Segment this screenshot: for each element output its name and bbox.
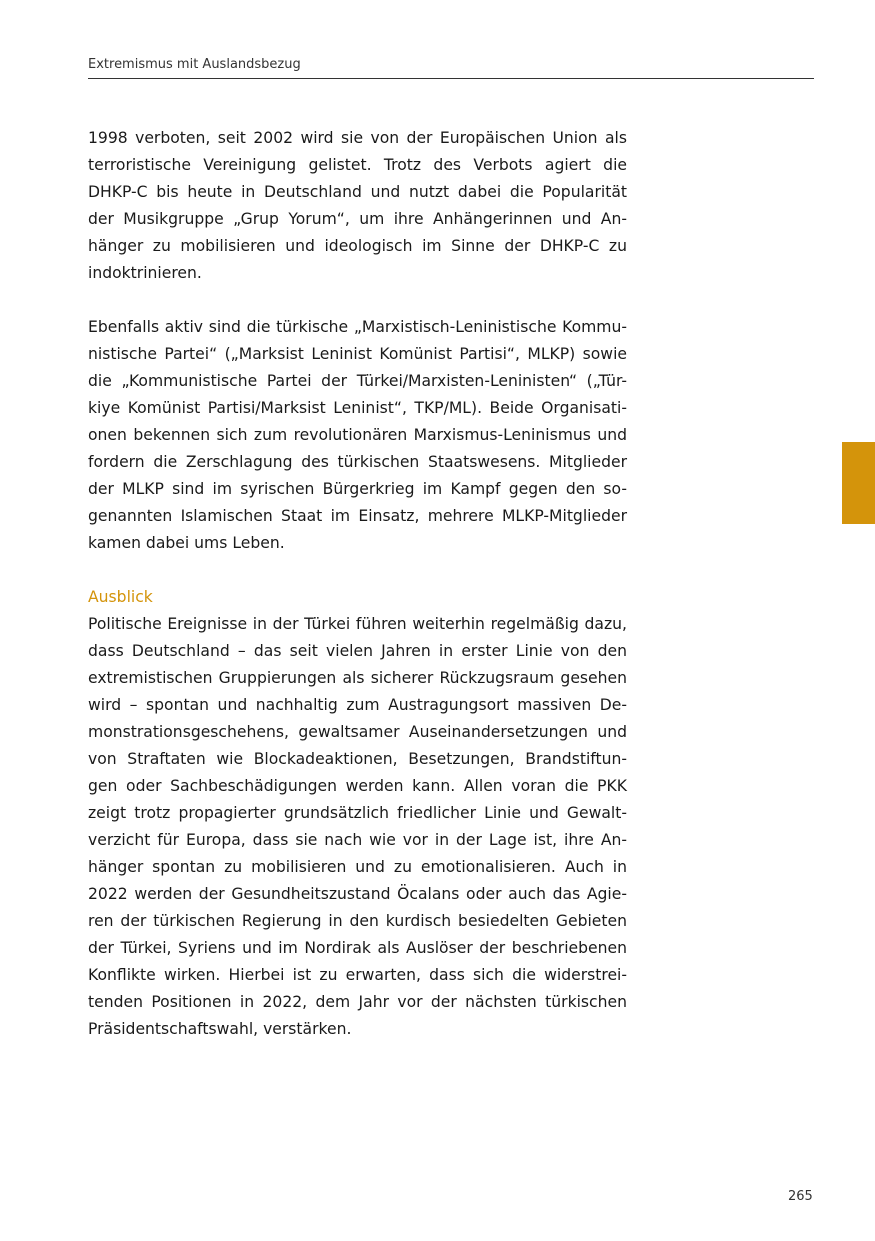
text-line: hänger zu mobilisieren und ideologisch im Sinne der DHKP-C zu: [88, 237, 627, 255]
text-line: 1998 verboten, seit 2002 wird sie von der Europäischen Union als: [88, 129, 627, 147]
text-line: 2022 werden der Gesundheitszustand Öcalans oder auch das Agie-: [88, 885, 627, 903]
chapter-thumb-tab: [842, 442, 875, 524]
text-line: kiye Komünist Partisi/Marksist Leninist“, TKP/ML). Beide Organisati-: [88, 399, 627, 417]
text-line: die „Kommunistische Partei der Türkei/Marxisten-Leninisten“ („Tür-: [88, 372, 627, 390]
text-line: von Straftaten wie Blockadeaktionen, Besetzungen, Brandstiftun-: [88, 750, 627, 768]
text-line: onen bekennen sich zum revolutionären Marxismus-Leninismus und: [88, 426, 627, 444]
text-line: wird – spontan und nachhaltig zum Austragungsort massiven De-: [88, 696, 627, 714]
text-line: verzicht für Europa, dass sie nach wie vor in der Lage ist, ihre An-: [88, 831, 627, 849]
text-line: hänger spontan zu mobilisieren und zu emotionalisieren. Auch in: [88, 858, 627, 876]
paragraph-spacer: [88, 557, 627, 584]
paragraph-spacer: [88, 287, 627, 314]
text-line: indoktrinieren.: [88, 264, 202, 282]
text-line: dass Deutschland – das seit vielen Jahren in erster Linie von den: [88, 642, 627, 660]
text-line: ren der türkischen Regierung in den kurdisch besiedelten Gebieten: [88, 912, 627, 930]
text-line: der Musikgruppe „Grup Yorum“, um ihre Anhängerinnen und An-: [88, 210, 627, 228]
paragraph-mlkp: [88, 314, 627, 557]
text-line: gen oder Sachbeschädigungen werden kann. Allen voran die PKK: [88, 777, 627, 795]
text-line: Konflikte wirken. Hierbei ist zu erwarten, dass sich die widerstrei-: [88, 966, 627, 984]
section-heading-ausblick: Ausblick: [88, 588, 153, 606]
running-header: Extremismus mit Auslandsbezug: [88, 57, 301, 72]
text-line: nistische Partei“ („Marksist Leninist Komünist Partisi“, MLKP) sowie: [88, 345, 627, 363]
text-line: Politische Ereignisse in der Türkei führen weiterhin regelmäßig dazu,: [88, 615, 627, 633]
text-line: extremistischen Gruppierungen als sicherer Rückzugsraum gesehen: [88, 669, 627, 687]
text-line: kamen dabei ums Leben.: [88, 534, 285, 552]
text-line: tenden Positionen in 2022, dem Jahr vor der nächsten türkischen: [88, 993, 627, 1011]
paragraph-dhkpc: [88, 125, 627, 287]
main-content: [88, 125, 627, 1043]
text-line: genannten Islamischen Staat im Einsatz, mehrere MLKP-Mitglieder: [88, 507, 627, 525]
text-line: DHKP-C bis heute in Deutschland und nutzt dabei die Popularität: [88, 183, 627, 201]
text-line: monstrationsgeschehens, gewaltsamer Auseinandersetzungen und: [88, 723, 627, 741]
text-line: der MLKP sind im syrischen Bürgerkrieg im Kampf gegen den so-: [88, 480, 627, 498]
text-line: fordern die Zerschlagung des türkischen Staatswesens. Mitglieder: [88, 453, 627, 471]
page-number: 265: [788, 1189, 813, 1204]
text-line: Ebenfalls aktiv sind die türkische „Marxistisch-Leninistische Kommu-: [88, 318, 627, 336]
text-line: terroristische Vereinigung gelistet. Trotz des Verbots agiert die: [88, 156, 627, 174]
text-line: Präsidentschaftswahl, verstärken.: [88, 1020, 352, 1038]
header-rule: [88, 78, 814, 79]
text-line: der Türkei, Syriens und im Nordirak als Auslöser der beschriebenen: [88, 939, 627, 957]
paragraph-ausblick: [88, 611, 627, 1043]
text-line: zeigt trotz propagierter grundsätzlich friedlicher Linie und Gewalt-: [88, 804, 627, 822]
